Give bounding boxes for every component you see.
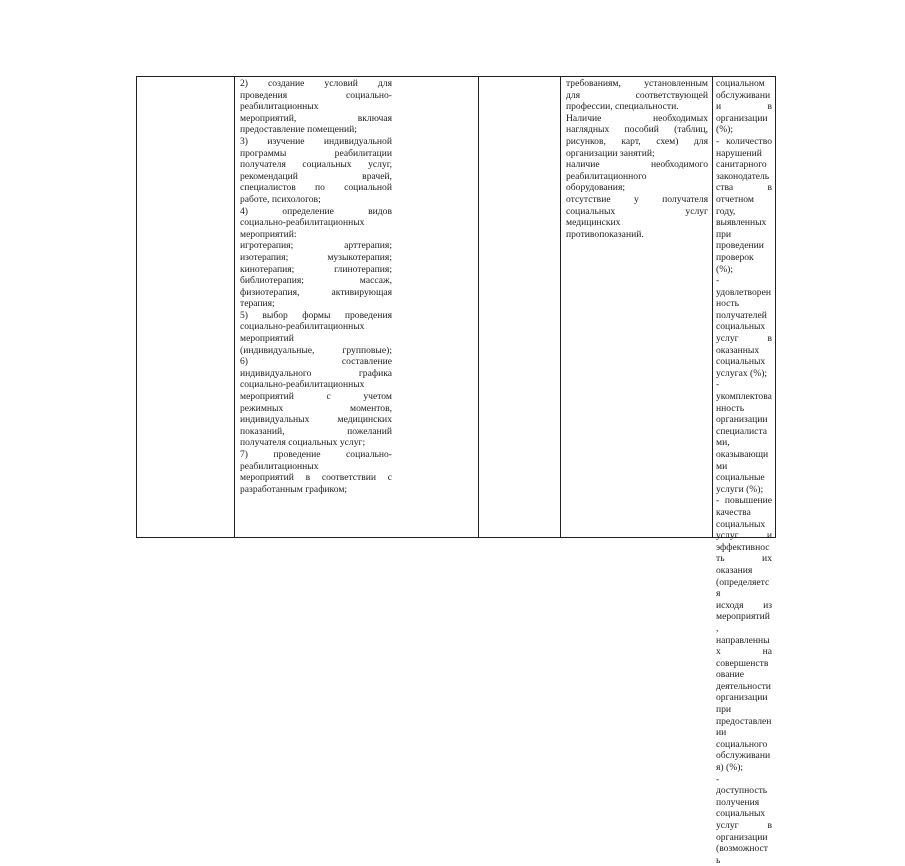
text-line: деятельности [716, 680, 771, 692]
text-line: проведении проверок [716, 240, 764, 263]
text-line: оказывающими [716, 449, 769, 472]
text-line: - повышение качества [716, 495, 772, 518]
text-line: социально-реабилитационных [240, 217, 365, 229]
table-border-bottom [136, 537, 776, 538]
text-line: законодательства в [716, 170, 772, 194]
text-line: социальном [716, 78, 765, 89]
text-line: эффективность их [716, 541, 772, 565]
text-line: социальных услуг [566, 205, 708, 217]
text-line: терапия; [240, 298, 275, 310]
column-divider-3 [560, 76, 561, 538]
text-line: изотерапия; музыкотерапия; [240, 251, 392, 263]
text-line: направленных на [716, 634, 772, 658]
text-line: социально-реабилитационных [240, 379, 365, 391]
text-line: получателя социальных услуг; [240, 437, 366, 449]
text-line: показаний, пожеланий [240, 425, 392, 437]
text-line: оказания (определяется [716, 564, 770, 600]
text-line: социальных услуг и [716, 518, 772, 542]
text-line: для соответствующей [566, 89, 708, 101]
table-cell-procedure-steps [240, 78, 392, 495]
text-line: рисунков, карт, схем) для [566, 135, 708, 147]
text-line: мероприятий с учетом [240, 391, 392, 403]
text-line: организации (%); [716, 112, 768, 136]
text-line: обслуживания) (%); [716, 750, 771, 774]
text-line: медицинских [566, 217, 621, 229]
text-line: работе, психологов; [240, 193, 321, 205]
text-line: программы реабилитации [240, 147, 392, 159]
text-line: физиотерапия, активирующая [240, 286, 392, 298]
text-line: проведения социально- [240, 89, 392, 101]
text-line: разработанным графиком; [240, 483, 348, 495]
text-line: оказанных социальных [716, 344, 766, 368]
text-line: - доступность получения [716, 773, 768, 808]
text-line: услугах (%); [716, 367, 768, 379]
table-cell-col4 [478, 76, 560, 537]
text-line: мероприятий: [240, 228, 297, 240]
text-line: предоставлении [716, 715, 772, 739]
text-line: исходя из мероприятий, [716, 599, 772, 634]
text-line: наглядных пособий (таблиц, [566, 124, 708, 136]
text-line: - удовлетворенность [716, 275, 771, 310]
text-line: организации [716, 831, 768, 843]
text-line: Наличие необходимых [566, 112, 708, 124]
text-line: социальные услуги (%); [716, 472, 765, 495]
text-line: организации [716, 414, 768, 426]
text-line: игротерапия; арттерапия; [240, 240, 392, 252]
text-line: социальных услуг в [716, 808, 772, 831]
text-line: реабилитационных [240, 101, 319, 113]
text-line: социального [716, 738, 768, 750]
text-line: мероприятий [240, 333, 294, 345]
text-line: наличие необходимого [566, 159, 708, 171]
text-line: библиотерапия; массаж, [240, 275, 392, 287]
text-line: (возможность [716, 843, 768, 866]
text-line: профессии, специальности. [566, 101, 679, 113]
text-line: 5) выбор формы проведения [240, 309, 392, 321]
text-line: индивидуального графика [240, 367, 392, 379]
text-line: реабилитационных [240, 460, 319, 472]
table-cell-col1 [136, 76, 234, 537]
text-line: получателя социальных услуг, [240, 159, 392, 171]
text-line: мероприятий в соответствии с [240, 472, 392, 484]
text-line: предоставление помещений; [240, 124, 357, 136]
text-line: - количество нарушений [716, 135, 772, 159]
text-line: обслуживании в [716, 89, 772, 113]
text-line: социальных услуг в [716, 321, 772, 345]
text-line: противопоказаний. [566, 228, 644, 240]
text-line: специалистами, [716, 425, 768, 449]
table-cell-quality-indicators [716, 78, 772, 866]
text-line: выявленных при [716, 217, 767, 240]
text-line: социально-реабилитационных [240, 321, 365, 333]
text-line: отсутствие у получателя [566, 193, 708, 205]
text-line: 3) изучение индивидуальной [240, 135, 392, 147]
text-line: реабилитационного [566, 170, 647, 182]
text-line: 4) определение видов [240, 205, 392, 217]
text-line: специалистов по социальной [240, 182, 392, 194]
text-line: организации при [716, 692, 768, 716]
text-line: кинотерапия; глинотерапия; [240, 263, 392, 275]
text-line: санитарного [716, 159, 767, 171]
text-line: получателей [716, 309, 767, 321]
document-table [136, 76, 776, 866]
text-line: (%); [716, 263, 734, 275]
text-line: мероприятий, включая [240, 112, 392, 124]
text-line: режимных моментов, [240, 402, 392, 414]
text-line: совершенствование [716, 657, 769, 681]
text-line: (индивидуальные, групповые); [240, 344, 392, 356]
text-line: - укомплектованность [716, 379, 772, 414]
text-line: 2) создание условий для [240, 78, 392, 89]
text-line: индивидуальных медицинских [240, 414, 392, 426]
text-line: требованиям, установленным [566, 78, 708, 89]
column-divider-4 [712, 76, 713, 538]
table-cell-conditions [566, 78, 708, 240]
text-line: 6) составление [240, 356, 392, 368]
table-border-right [775, 76, 776, 538]
text-line: организации занятий; [566, 147, 655, 159]
text-line: оборудования; [566, 182, 626, 194]
text-line: отчетном году, [716, 193, 754, 217]
text-line: 7) проведение социально- [240, 449, 392, 460]
text-line: рекомендаций врачей, [240, 170, 392, 182]
